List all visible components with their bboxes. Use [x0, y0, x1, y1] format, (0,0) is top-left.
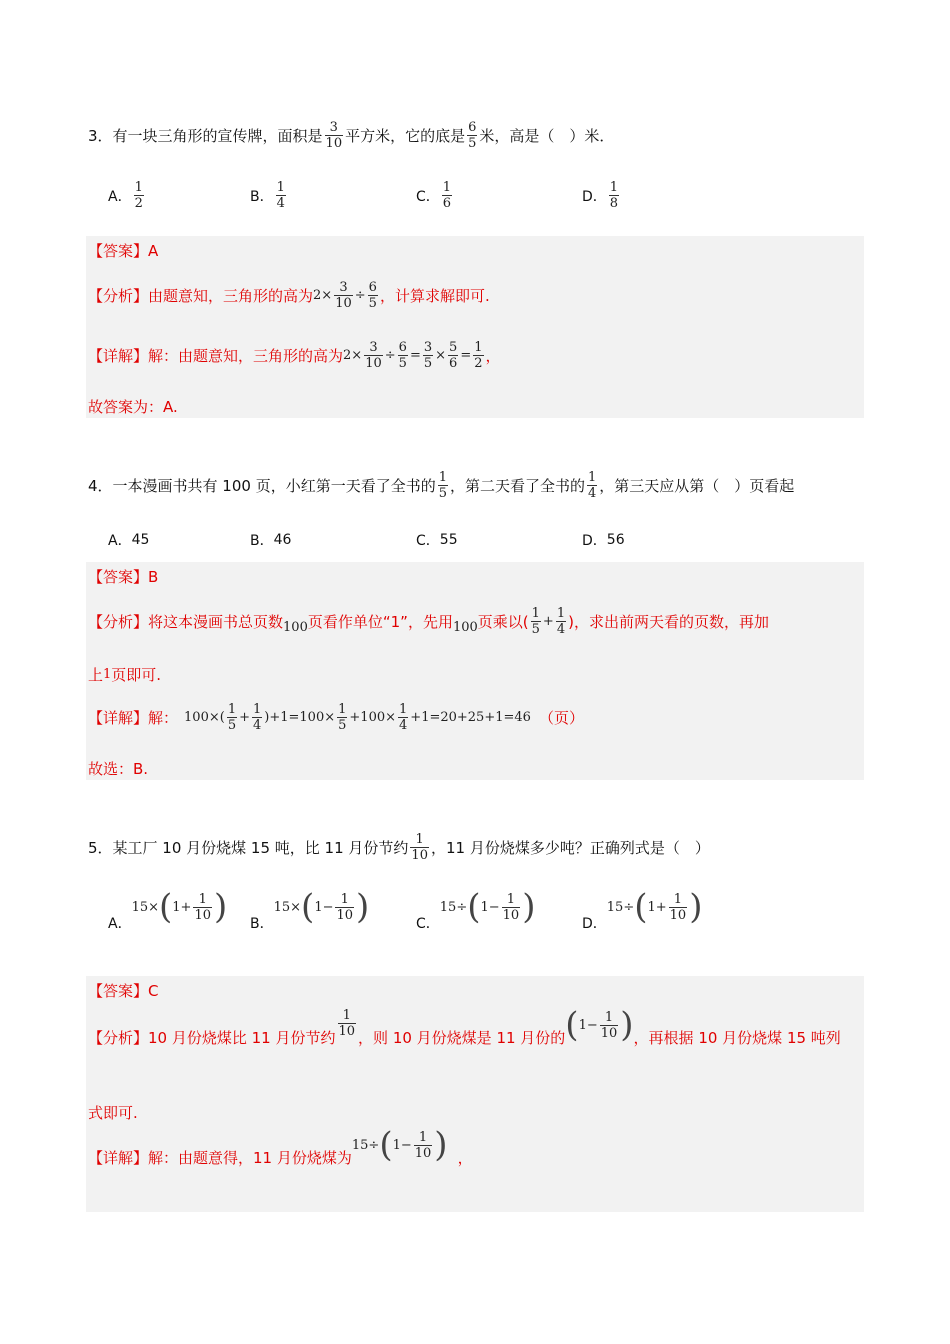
q3-option-a[interactable]: A． $\frac{1}{2}$ [108, 180, 143, 211]
q4-fraction-day2: $\frac{1}{4}$ [588, 470, 597, 501]
q3-analysis: 【分析】 由题意知，三角形的高为 2× $\frac{3}{10}$ ÷ $\frac{6}{5}$ ，计算求解即可. [88, 280, 490, 311]
q3-detail: 【详解】 解：由题意知，三角形的高为 2× $\frac{3}{10}$ ÷ $\frac{6}{5}$ = $\frac{3}{5}$ × $\frac{5}{6}$ = $\frac{1}{2}$ ， [88, 340, 501, 371]
q3-option-b[interactable]: B． $\frac{1}{4}$ [250, 180, 285, 211]
q3-text-3: 米，高是（ ）米． [479, 126, 615, 145]
q5-option-b[interactable]: B． 15× ( 1− $\frac{1}{10}$ ) [250, 887, 370, 932]
q3-text-1: 3．有一块三角形的宣传牌，面积是 [88, 126, 323, 145]
q3-fraction-area: $\frac{3}{10}$ [325, 120, 343, 151]
q5-analysis-line2: 式即可. [88, 1104, 138, 1122]
q5-answer-panel [86, 976, 864, 1212]
q5-answer: 【答案】 C [88, 981, 159, 1000]
q5-option-d[interactable]: D． 15÷ ( 1+ $\frac{1}{10}$ ) [582, 887, 703, 932]
q4-analysis-line2: 上 1 页即可. [88, 666, 162, 684]
q5-analysis: 【分析】 10 月份烧煤比 11 月份节约 $\frac{1}{10}$ ，则 10 月份烧煤是 11 月份的 ( 1− $\frac{1}{10}$ ) ，再根据 10 月份烧煤 15 吨列 [88, 1005, 841, 1047]
q3-option-d[interactable]: D． $\frac{1}{8}$ [582, 180, 619, 211]
question-4: 4．一本漫画书共有 100 页，小红第一天看了全书的 $\frac{1}{5}$ ，第二天看了全书的 $\frac{1}{4}$ ，第三天应从第（ ）页看起 [88, 470, 795, 501]
q5-option-c[interactable]: C． 15÷ ( 1− $\frac{1}{10}$ ) [416, 887, 536, 932]
q4-fraction-day1: $\frac{1}{5}$ [438, 470, 447, 501]
q3-conclusion: 故答案为：A. [88, 398, 178, 416]
q4-option-c[interactable]: C． 55 [416, 532, 458, 549]
q4-answer: 【答案】 B [88, 567, 159, 586]
question-5: 5．某工厂 10 月份烧煤 15 吨，比 11 月份节约 $\frac{1}{10}$ ，11 月份烧煤多少吨？正确列式是（ ） [88, 832, 710, 863]
question-3 [88, 120, 878, 151]
q5-fraction: $\frac{1}{10}$ [411, 832, 428, 863]
q5-option-a[interactable]: A． 15× ( 1+ $\frac{1}{10}$ ) [108, 887, 228, 932]
q3-option-c[interactable]: C． $\frac{1}{6}$ [416, 180, 452, 211]
q4-option-a[interactable]: A． 45 [108, 532, 150, 549]
q4-answer-panel [86, 562, 864, 780]
q4-analysis: 【分析】 将这本漫画书总页数 100 页看作单位“1”，先用 100 页乘以( $\frac{1}{5}$ + $\frac{1}{4}$ )，求出前两天看的页数，再加 [88, 606, 769, 637]
q4-detail: 【详解】 解： 100×( $\frac{1}{5}$ + $\frac{1}{4}$ )+1=100× $\frac{1}{5}$ +100× $\frac{1}{4}$ +1=20+25+1=46 （页） [88, 702, 584, 733]
q4-option-d[interactable]: D． 56 [582, 532, 625, 549]
q3-answer-panel [86, 236, 864, 418]
q3-fraction-base: $\frac{6}{5}$ [468, 120, 477, 151]
q3-answer: 【答案】 A [88, 241, 159, 260]
q4-conclusion: 故选：B. [88, 760, 149, 778]
q4-option-b[interactable]: B． 46 [250, 532, 292, 549]
q3-text-2: 平方米，它的底是 [345, 126, 466, 145]
q5-detail: 【详解】 解：由题意得，11 月份烧煤为 15÷ ( 1− $\frac{1}{10}$ ) ， [88, 1125, 473, 1167]
